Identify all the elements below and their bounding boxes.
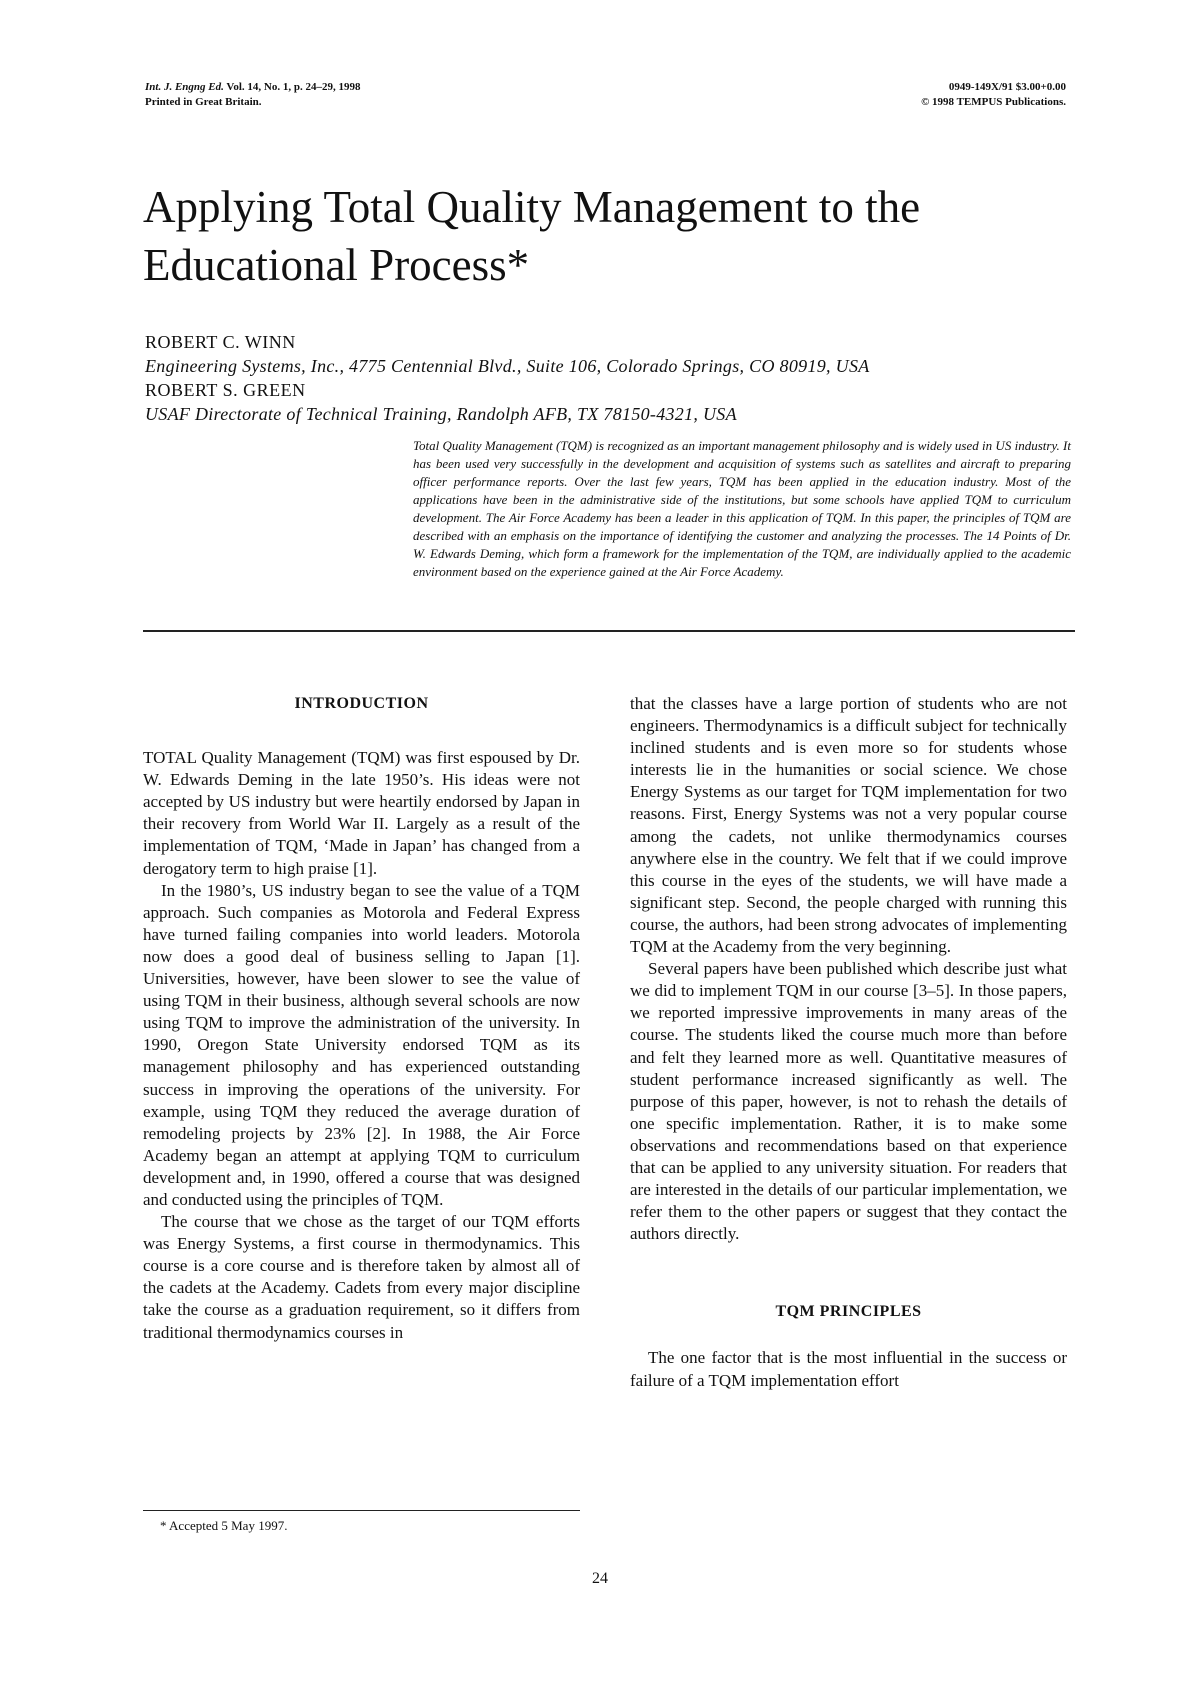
copyright: © 1998 TEMPUS Publications.	[921, 96, 1066, 108]
journal-volume: Vol. 14, No. 1, p. 24–29, 1998	[223, 81, 361, 93]
author-affiliation: USAF Directorate of Technical Training, Randolph AFB, TX 78150-4321, USA	[145, 404, 737, 424]
abstract: Total Quality Management (TQM) is recognized as an important management philosophy and is widely used in US industry. It has been used very successfully in the development and acquisition of systems such as satellites and aircraft to preparing officer performance reports. Over the last few years, TQM has been applied in the education industry. Most of the applications have been in the administrative side of the institutions, but some schools have applied TQM to curriculum development. The Air Force Academy has been a leader in this application of TQM. In this paper, the principles of TQM are described with an emphasis on the importance of identifying the customer and analyzing the processes. The 14 Points of Dr. W. Edwards Deming, which form a framework for the implementation of the TQM, are individually applied to the academic environment based on the experience gained at the Air Force Academy.	[413, 438, 1071, 579]
issn: 0949-149X/91 $3.00+0.00	[948, 81, 1066, 93]
footnote: * Accepted 5 May 1997.	[160, 1518, 288, 1533]
author-name: ROBERT C. WINN	[145, 332, 296, 352]
left-column	[143, 693, 580, 1344]
publisher-header	[921, 80, 1066, 110]
body-paragraph: TOTAL Quality Management (TQM) was first espoused by Dr. W. Edwards Deming in the late 1950’s. His ideas were not accepted by US industry but were heartily endorsed by Japan in their recovery from World War II. Largely as a result of the implementation of TQM, ‘Made in Japan’ has changed from a derogatory term to high praise [1].	[143, 748, 580, 878]
footnote-divider	[143, 1510, 580, 1511]
body-paragraph: The one factor that is the most influential in the success or failure of a TQM implementation effort	[630, 1348, 1067, 1390]
body-paragraph: In the 1980’s, US industry began to see the value of a TQM approach. Such companies as Motorola and Federal Express have turned failing companies into world leaders. Motorola now does a good deal of business selling to Japan [1]. Universities, however, have been slower to see the value of using TQM in their business, although several schools are now using TQM to improve the administration of the university. In 1990, Oregon State University endorsed TQM as its management philosophy and has experienced outstanding success in improving the operations of the university. For example, using TQM they reduced the average duration of remodeling projects by 23% [2]. In 1988, the Air Force Academy began an attempt at applying TQM to curriculum development and, in 1990, offered a course that was designed and conducted using the principles of TQM.	[143, 880, 580, 1209]
body-paragraph: that the classes have a large portion of students who are not engineers. Thermodynamics is a difficult subject for technically inclined students and is even more so for students whose interests lie in the humanities or social science. We chose Energy Systems as our target for TQM implementation for two reasons. First, Energy Systems was not a very popular course among the cadets, not unlike thermodynamics courses anywhere else in the country. We felt that if we could improve this course in the eyes of the students, we will have made a significant step. Second, the people charged with running this course, the authors, had been strong advocates of implementing TQM at the Academy from the very beginning.	[630, 694, 1067, 957]
body-paragraph: The course that we chose as the target of our TQM efforts was Energy Systems, a first course in thermodynamics. This course is a core course and is therefore taken by almost all of the cadets at the Academy. Cadets from every major discipline take the course as a graduation requirement, so it differs from traditional thermodynamics courses in	[143, 1212, 580, 1342]
right-column	[630, 693, 1067, 1392]
paper-title: Applying Total Quality Management to the Educational Process*	[143, 182, 921, 290]
author-block	[145, 330, 1095, 426]
journal-name: Int. J. Engng Ed.	[145, 81, 224, 93]
author-name: ROBERT S. GREEN	[145, 380, 306, 400]
author-affiliation: Engineering Systems, Inc., 4775 Centennial Blvd., Suite 106, Colorado Springs, CO 80919, USA	[145, 356, 870, 376]
section-heading-tqm-principles: TQM PRINCIPLES	[775, 1303, 922, 1321]
journal-header	[145, 80, 360, 110]
section-divider	[143, 630, 1075, 632]
body-paragraph: Several papers have been published which describe just what we did to implement TQM in our course [3–5]. In those papers, we reported impressive improvements in many areas of the course. The students liked the course much more than before and felt they learned more as well. Quantitative measures of student performance increased significantly as well. The purpose of this paper, however, is not to rehash the details of one specific implementation. Rather, it is to make some observations and recommendations based on that experience that can be applied to any university situation. For readers that are interested in the details of our particular implementation, we refer them to the other papers or suggest that they contact the authors directly.	[630, 959, 1067, 1244]
section-heading-introduction: INTRODUCTION	[294, 695, 429, 712]
printed-in: Printed in Great Britain.	[145, 96, 262, 108]
page-number: 24	[592, 1570, 608, 1587]
